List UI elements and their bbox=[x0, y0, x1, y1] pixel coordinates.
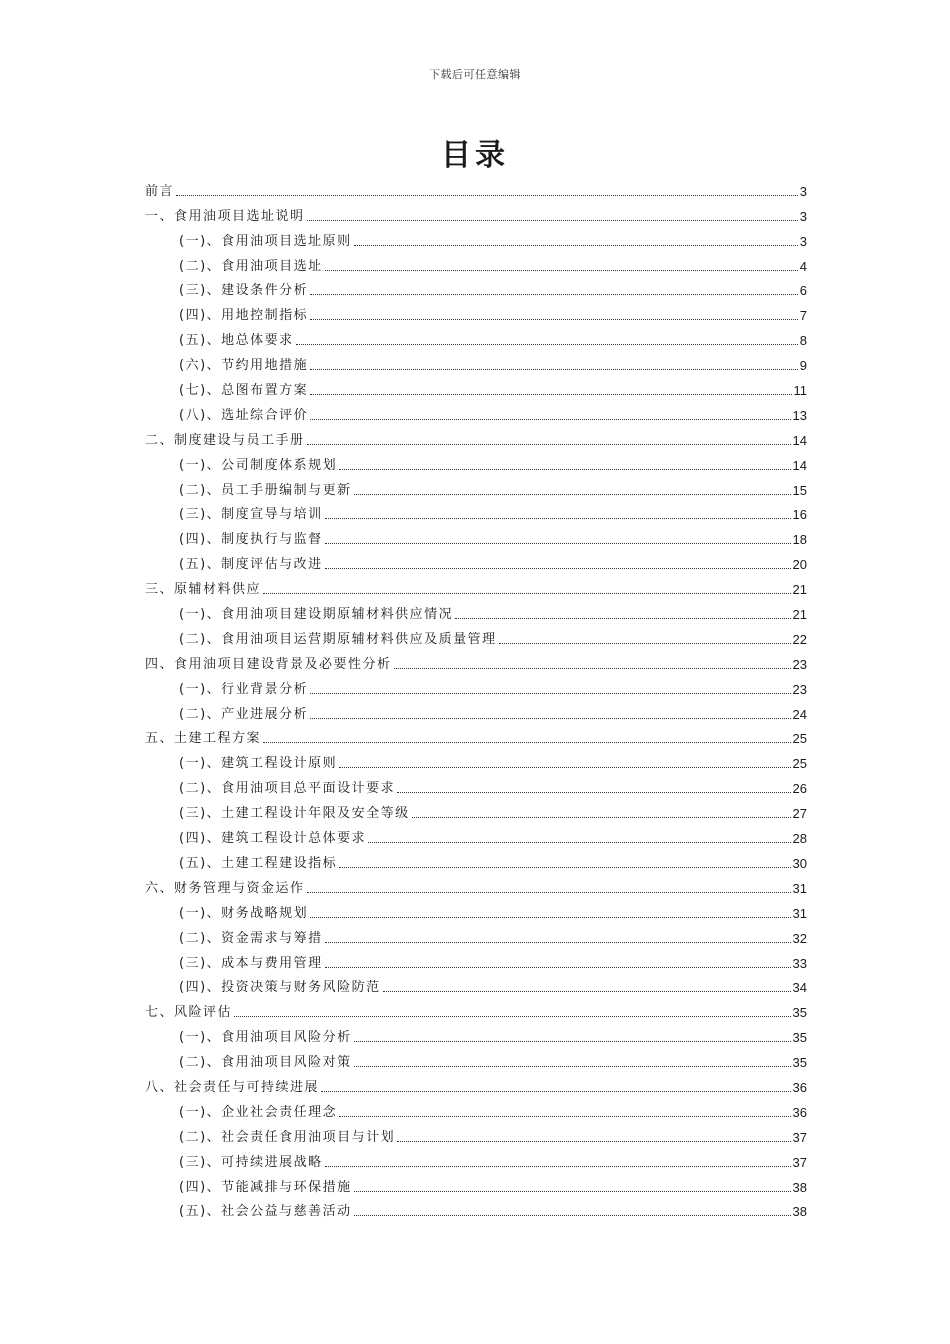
toc-section-entry[interactable] bbox=[145, 996, 807, 1021]
toc-dot-leader bbox=[321, 1091, 791, 1092]
toc-subsection-entry[interactable] bbox=[145, 847, 807, 872]
toc-dot-leader bbox=[307, 220, 798, 221]
toc-dot-leader bbox=[310, 917, 790, 918]
toc-subsection-entry[interactable] bbox=[145, 299, 807, 324]
toc-subsection-entry[interactable] bbox=[145, 623, 807, 648]
toc-dot-leader bbox=[325, 518, 791, 519]
toc-dot-leader bbox=[368, 842, 790, 843]
toc-entry-title: (一)、食用油项目选址原则 bbox=[179, 233, 352, 249]
toc-subsection-entry[interactable] bbox=[145, 250, 807, 275]
toc-dot-leader bbox=[310, 294, 798, 295]
toc-dot-leader bbox=[325, 568, 791, 569]
toc-entry-title: (四)、节能减排与环保措施 bbox=[179, 1179, 352, 1195]
toc-page-number: 21 bbox=[792, 607, 807, 623]
toc-section-entry[interactable] bbox=[145, 175, 807, 200]
toc-page-number: 25 bbox=[792, 756, 807, 772]
toc-entry-title: (四)、投资决策与财务风险防范 bbox=[179, 980, 381, 996]
toc-entry-title: (二)、社会责任食用油项目与计划 bbox=[179, 1129, 396, 1145]
toc-entry-title: (二)、资金需求与筹措 bbox=[179, 930, 323, 946]
toc-subsection-entry[interactable] bbox=[145, 598, 807, 623]
toc-subsection-entry[interactable] bbox=[145, 1171, 807, 1196]
toc-entry-title: (六)、节约用地措施 bbox=[179, 358, 309, 374]
toc-page-number: 37 bbox=[792, 1129, 807, 1145]
toc-dot-leader bbox=[354, 1066, 791, 1067]
toc-subsection-entry[interactable] bbox=[145, 698, 807, 723]
toc-page-number: 18 bbox=[792, 532, 807, 548]
toc-page-number: 14 bbox=[792, 457, 807, 473]
toc-entry-title: 六、财务管理与资金运作 bbox=[145, 880, 305, 896]
toc-subsection-entry[interactable] bbox=[145, 523, 807, 548]
toc-dot-leader bbox=[354, 1041, 791, 1042]
toc-entry-title: 三、原辅材料供应 bbox=[145, 582, 262, 598]
toc-subsection-entry[interactable] bbox=[145, 1146, 807, 1171]
toc-entry-title: (五)、土建工程建设指标 bbox=[179, 855, 338, 871]
toc-entry-title: (八)、选址综合评价 bbox=[179, 407, 309, 423]
toc-entry-title: 二、制度建设与员工手册 bbox=[145, 432, 305, 448]
toc-dot-leader bbox=[354, 245, 798, 246]
toc-dot-leader bbox=[394, 668, 791, 669]
toc-subsection-entry[interactable] bbox=[145, 797, 807, 822]
toc-page-number: 22 bbox=[792, 631, 807, 647]
toc-page-number: 8 bbox=[799, 333, 807, 349]
toc-section-entry[interactable] bbox=[145, 1071, 807, 1096]
toc-page-number: 11 bbox=[793, 383, 807, 399]
toc-page-number: 21 bbox=[792, 582, 807, 598]
page-header: 下载后可任意编辑 bbox=[429, 68, 521, 81]
toc-page-number: 36 bbox=[792, 1104, 807, 1120]
toc-subsection-entry[interactable] bbox=[145, 275, 807, 300]
toc-dot-leader bbox=[325, 543, 791, 544]
toc-page-number: 15 bbox=[792, 482, 807, 498]
toc-page-number: 25 bbox=[792, 731, 807, 747]
toc-page-number: 24 bbox=[792, 706, 807, 722]
toc-dot-leader bbox=[383, 991, 791, 992]
toc-subsection-entry[interactable] bbox=[145, 772, 807, 797]
toc-dot-leader bbox=[307, 444, 791, 445]
toc-page-number: 3 bbox=[799, 233, 807, 249]
toc-entry-title: (五)、地总体要求 bbox=[179, 333, 294, 349]
toc-entry-title: (四)、用地控制指标 bbox=[179, 308, 309, 324]
toc-page-number: 3 bbox=[799, 183, 807, 199]
toc-page-number: 37 bbox=[792, 1154, 807, 1170]
toc-page-number: 9 bbox=[799, 358, 807, 374]
toc-page-number: 3 bbox=[799, 208, 807, 224]
toc-subsection-entry[interactable] bbox=[145, 897, 807, 922]
toc-entry-title: (三)、可持续进展战略 bbox=[179, 1154, 323, 1170]
toc-dot-leader bbox=[307, 892, 791, 893]
toc-dot-leader bbox=[325, 1166, 791, 1167]
toc-entry-title: 五、土建工程方案 bbox=[145, 731, 262, 747]
toc-page-number: 33 bbox=[792, 955, 807, 971]
toc-page-number: 14 bbox=[792, 432, 807, 448]
toc-dot-leader bbox=[310, 394, 791, 395]
toc-dot-leader bbox=[310, 718, 790, 719]
toc-entry-title: (二)、食用油项目总平面设计要求 bbox=[179, 781, 396, 797]
toc-subsection-entry[interactable] bbox=[145, 374, 807, 399]
toc-page-number: 6 bbox=[799, 283, 807, 299]
toc-section-entry[interactable] bbox=[145, 573, 807, 598]
toc-page-number: 23 bbox=[792, 656, 807, 672]
toc-page-number: 7 bbox=[799, 308, 807, 324]
toc-entry-title: (一)、食用油项目风险分析 bbox=[179, 1030, 352, 1046]
toc-dot-leader bbox=[310, 369, 798, 370]
toc-subsection-entry[interactable] bbox=[145, 349, 807, 374]
toc-page-number: 35 bbox=[792, 1030, 807, 1046]
toc-page-number: 26 bbox=[792, 781, 807, 797]
toc-subsection-entry[interactable] bbox=[145, 399, 807, 424]
toc-dot-leader bbox=[310, 319, 798, 320]
toc-subsection-entry[interactable] bbox=[145, 747, 807, 772]
toc-subsection-entry[interactable] bbox=[145, 972, 807, 997]
toc-page-number: 38 bbox=[792, 1204, 807, 1220]
toc-page-number: 28 bbox=[792, 831, 807, 847]
toc-subsection-entry[interactable] bbox=[145, 822, 807, 847]
toc-dot-leader bbox=[412, 817, 791, 818]
toc-dot-leader bbox=[325, 942, 791, 943]
toc-dot-leader bbox=[263, 742, 791, 743]
toc-entry-title: (五)、制度评估与改进 bbox=[179, 557, 323, 573]
toc-page-number: 30 bbox=[792, 855, 807, 871]
toc-entry-title: (二)、食用油项目风险对策 bbox=[179, 1055, 352, 1071]
toc-dot-leader bbox=[296, 344, 798, 345]
toc-subsection-entry[interactable] bbox=[145, 225, 807, 250]
toc-page-number: 27 bbox=[792, 806, 807, 822]
toc-dot-leader bbox=[325, 270, 798, 271]
toc-section-entry[interactable] bbox=[145, 872, 807, 897]
toc-page-number: 35 bbox=[792, 1055, 807, 1071]
toc-section-entry[interactable] bbox=[145, 200, 807, 225]
table-of-contents bbox=[145, 175, 807, 1220]
toc-entry-title: (三)、土建工程设计年限及安全等级 bbox=[179, 806, 410, 822]
toc-dot-leader bbox=[176, 195, 798, 196]
toc-dot-leader bbox=[354, 1215, 791, 1216]
toc-dot-leader bbox=[234, 1016, 791, 1017]
toc-subsection-entry[interactable] bbox=[145, 1196, 807, 1221]
toc-entry-title: (一)、食用油项目建设期原辅材料供应情况 bbox=[179, 607, 454, 623]
toc-subsection-entry[interactable] bbox=[145, 947, 807, 972]
toc-subsection-entry[interactable] bbox=[145, 1021, 807, 1046]
toc-entry-title: (五)、社会公益与慈善活动 bbox=[179, 1204, 352, 1220]
toc-page-number: 13 bbox=[792, 407, 807, 423]
toc-entry-title: (一)、建筑工程设计原则 bbox=[179, 756, 338, 772]
toc-entry-title: (七)、总图布置方案 bbox=[179, 383, 309, 399]
toc-entry-title: (四)、制度执行与监督 bbox=[179, 532, 323, 548]
toc-dot-leader bbox=[339, 767, 790, 768]
toc-entry-title: (二)、食用油项目运营期原辅材料供应及质量管理 bbox=[179, 631, 497, 647]
toc-page-number: 32 bbox=[792, 930, 807, 946]
toc-subsection-entry[interactable] bbox=[145, 1096, 807, 1121]
toc-page-number: 23 bbox=[792, 681, 807, 697]
toc-entry-title: 四、食用油项目建设背景及必要性分析 bbox=[145, 656, 392, 672]
toc-entry-title: (一)、公司制度体系规划 bbox=[179, 457, 338, 473]
toc-section-entry[interactable] bbox=[145, 424, 807, 449]
toc-dot-leader bbox=[339, 867, 790, 868]
toc-page-number: 36 bbox=[792, 1079, 807, 1095]
toc-dot-leader bbox=[499, 643, 791, 644]
toc-subsection-entry[interactable] bbox=[145, 922, 807, 947]
toc-dot-leader bbox=[397, 1141, 790, 1142]
toc-subsection-entry[interactable] bbox=[145, 449, 807, 474]
toc-section-entry[interactable] bbox=[145, 648, 807, 673]
toc-entry-title: (二)、产业进展分析 bbox=[179, 706, 309, 722]
toc-dot-leader bbox=[354, 494, 791, 495]
toc-subsection-entry[interactable] bbox=[145, 324, 807, 349]
toc-entry-title: 七、风险评估 bbox=[145, 1005, 233, 1021]
toc-entry-title: (三)、建设条件分析 bbox=[179, 283, 309, 299]
toc-entry-title: 一、食用油项目选址说明 bbox=[145, 208, 305, 224]
toc-subsection-entry[interactable] bbox=[145, 1121, 807, 1146]
toc-dot-leader bbox=[354, 1191, 791, 1192]
toc-entry-title: (一)、财务战略规划 bbox=[179, 905, 309, 921]
toc-subsection-entry[interactable] bbox=[145, 548, 807, 573]
toc-entry-title: (三)、制度宣导与培训 bbox=[179, 507, 323, 523]
toc-entry-title: (四)、建筑工程设计总体要求 bbox=[179, 831, 367, 847]
toc-dot-leader bbox=[339, 1116, 790, 1117]
toc-subsection-entry[interactable] bbox=[145, 1046, 807, 1071]
toc-entry-title: (二)、员工手册编制与更新 bbox=[179, 482, 352, 498]
toc-subsection-entry[interactable] bbox=[145, 499, 807, 524]
toc-page-number: 34 bbox=[792, 980, 807, 996]
toc-entry-title: 八、社会责任与可持续进展 bbox=[145, 1079, 320, 1095]
toc-dot-leader bbox=[310, 693, 790, 694]
toc-section-entry[interactable] bbox=[145, 723, 807, 748]
toc-page-number: 16 bbox=[792, 507, 807, 523]
toc-page-number: 38 bbox=[792, 1179, 807, 1195]
toc-dot-leader bbox=[310, 419, 790, 420]
toc-dot-leader bbox=[325, 967, 791, 968]
toc-subsection-entry[interactable] bbox=[145, 673, 807, 698]
toc-page-number: 20 bbox=[792, 557, 807, 573]
toc-page-number: 4 bbox=[799, 258, 807, 274]
toc-page-number: 31 bbox=[792, 880, 807, 896]
toc-dot-leader bbox=[263, 593, 791, 594]
toc-dot-leader bbox=[455, 618, 790, 619]
toc-entry-title: (一)、企业社会责任理念 bbox=[179, 1104, 338, 1120]
toc-dot-leader bbox=[397, 792, 790, 793]
toc-subsection-entry[interactable] bbox=[145, 474, 807, 499]
toc-page-number: 35 bbox=[792, 1005, 807, 1021]
toc-page-number: 31 bbox=[792, 905, 807, 921]
toc-entry-title: 前言 bbox=[145, 183, 175, 199]
toc-entry-title: (二)、食用油项目选址 bbox=[179, 258, 323, 274]
toc-entry-title: (三)、成本与费用管理 bbox=[179, 955, 323, 971]
page-title: 目录 bbox=[441, 138, 509, 173]
toc-dot-leader bbox=[339, 469, 790, 470]
toc-entry-title: (一)、行业背景分析 bbox=[179, 681, 309, 697]
